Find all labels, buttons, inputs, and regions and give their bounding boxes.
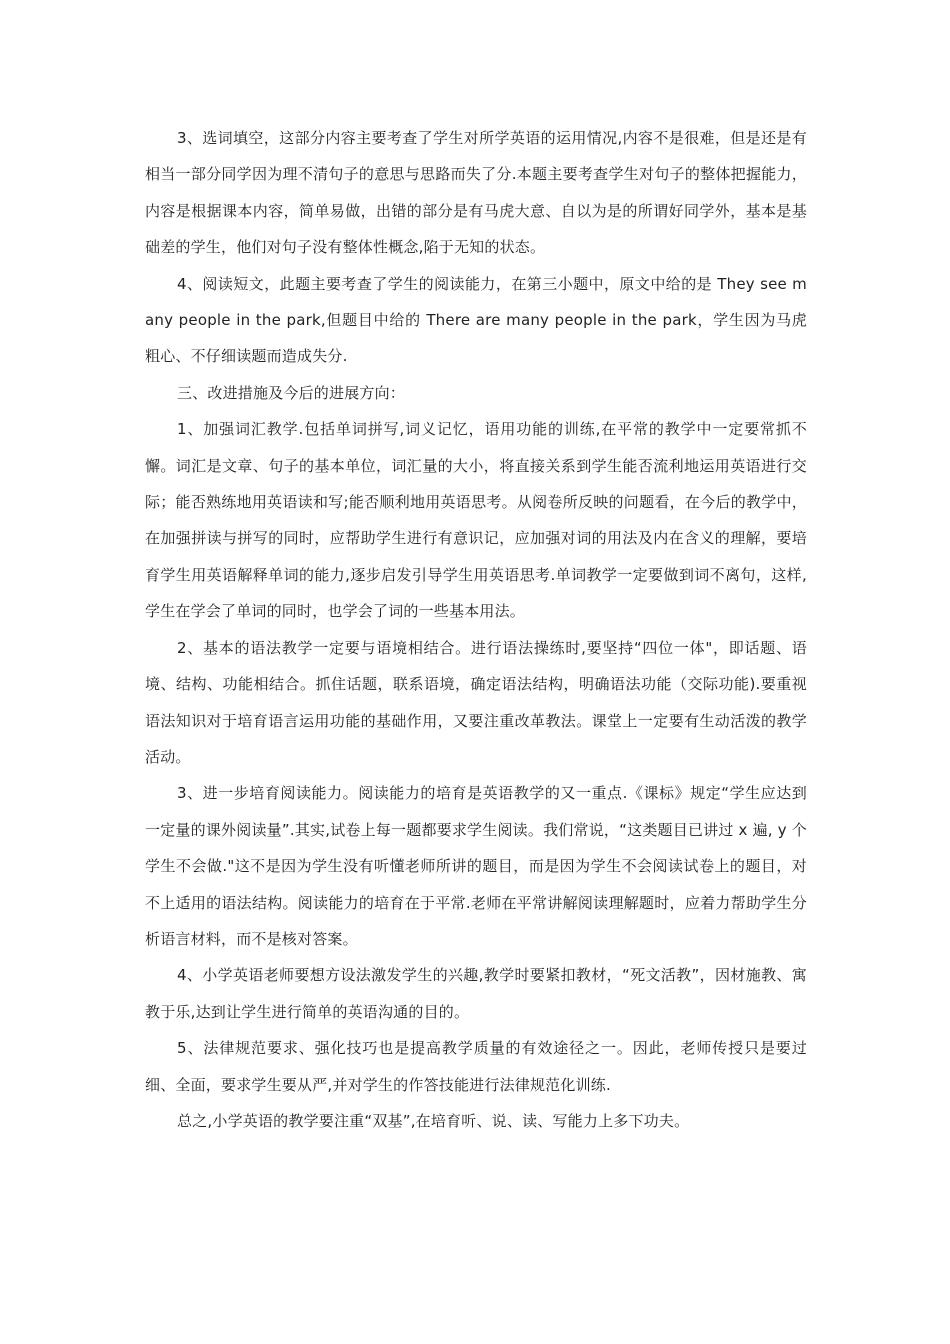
paragraph-measure2-grammar: 2、基本的语法教学一定要与语境相结合。进行语法操练时,要坚持“四位一体"，即话题、语境、结构、功能相结合。抓住话题，联系语境，确定语法结构，明确语法功能（交际功能).要重视语法知识对于培育语言运用功能的基础作用，又要注重改革教法。课堂上一定要有生动活泼的教学活动。 xyxy=(145,638,807,766)
paragraph-measure4-interest: 4、小学英语老师要想方设法激发学生的兴趣,教学时要紧扣教材，“死文活教”，因材施教、寓教于乐,达到让学生进行简单的英语沟通的目的。 xyxy=(145,966,807,1021)
section-heading-improvement: 三、改进措施及今后的进展方向： xyxy=(177,383,406,402)
document-body xyxy=(145,120,807,1139)
paragraph-measure3-reading: 3、进一步培育阅读能力。阅读能力的培育是英语教学的又一重点.《课标》规定“学生应达到一定量的课外阅读量”.其实,试卷上每一题都要求学生阅读。我们常说，“这类题目已讲过 x 遍, y 个学生不会做."这不是因为学生没有听懂老师所讲的题目，而是因为学生不会阅读试卷上的题目，对不上适用的语法结构。阅读能力的培育在于平常.老师在平常讲解阅读理解题时，应着力帮助学生分析语言材料，而不是核对答案。 xyxy=(145,784,807,948)
paragraph-item3-fill-in-words: 3、选词填空，这部分内容主要考查了学生对所学英语的运用情况,内容不是很难，但是还是有相当一部分同学因为理不清句子的意思与思路而失了分.本题主要考查学生对句子的整体把握能力，内容是根据课本内容，简单易做，出错的部分是有马虎大意、自以为是的所谓好同学外，基本是基础差的学生，他们对句子没有整体性概念,陷于无知的状态。 xyxy=(145,129,807,257)
paragraph-item4-reading: 4、阅读短文，此题主要考查了学生的阅读能力，在第三小题中，原文中给的是 They see many people in the park,但题目中给的 There are many people in the park，学生因为马虎粗心、不仔细读题而造成失分. xyxy=(145,274,807,366)
paragraph-conclusion: 总之,小学英语的教学要注重“双基”,在培育听、说、读、写能力上多下功夫。 xyxy=(177,1111,690,1130)
paragraph-measure5-standards: 5、法律规范要求、强化技巧也是提高教学质量的有效途径之一。因此，老师传授只是要过细、全面，要求学生要从严,并对学生的作答技能进行法律规范化训练. xyxy=(145,1039,807,1094)
paragraph-measure1-vocabulary: 1、加强词汇教学.包括单词拼写,词义记忆，语用功能的训练,在平常的教学中一定要常抓不懈。词汇是文章、句子的基本单位，词汇量的大小，将直接关系到学生能否流利地运用英语进行交际；能否熟练地用英语读和写;能否顺利地用英语思考。从阅卷所反映的问题看，在今后的教学中，在加强拼读与拼写的同时，应帮助学生进行有意识记，应加强对词的用法及内在含义的理解，要培育学生用英语解释单词的能力,逐步启发引导学生用英语思考.单词教学一定要做到词不离句，这样,学生在学会了单词的同时，也学会了词的一些基本用法。 xyxy=(145,420,807,621)
